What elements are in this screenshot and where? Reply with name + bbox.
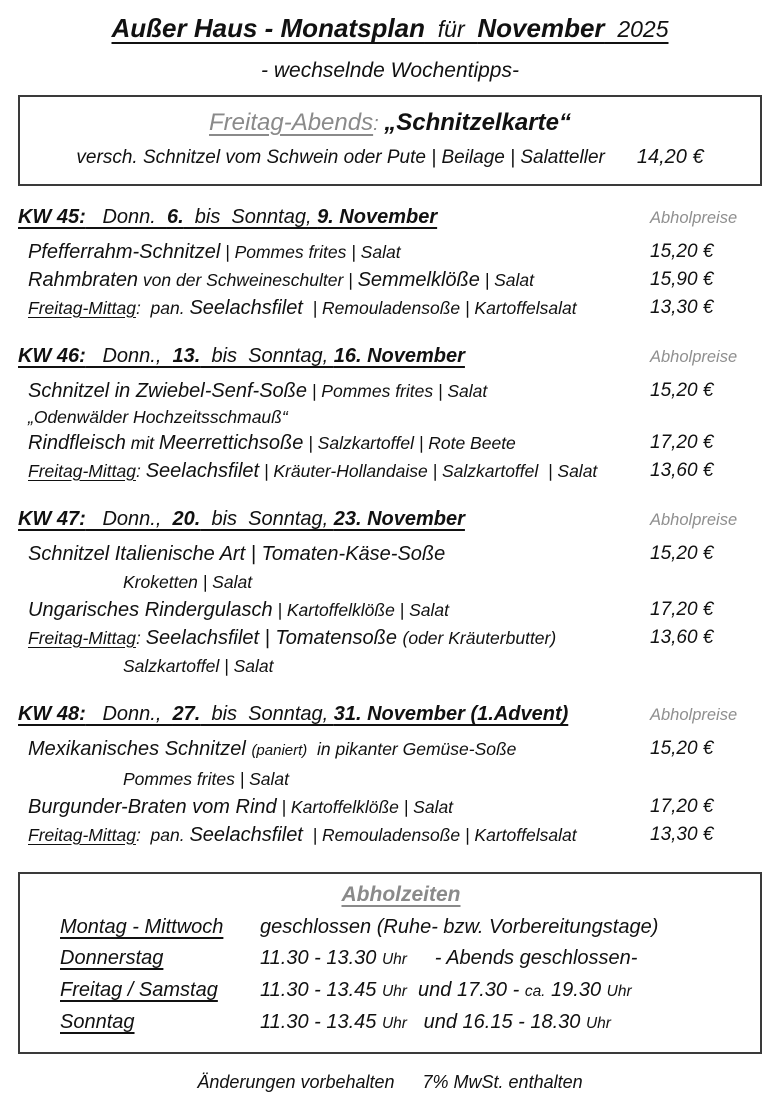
- text-segment: | Pommes frites | Salat: [220, 242, 401, 262]
- page-title: [18, 12, 762, 45]
- menu-item: [18, 294, 762, 322]
- text-segment: Kroketten | Salat: [123, 572, 253, 592]
- menu-item-line: [28, 266, 650, 294]
- text-segment: Uhr: [585, 1015, 611, 1032]
- text-segment: 13.: [172, 345, 201, 367]
- menu-item-line: [28, 377, 650, 405]
- text-segment: Ungarisches Rindergulasch: [28, 599, 273, 621]
- menu-item-line: [28, 735, 650, 765]
- text-segment: 6.: [166, 206, 184, 228]
- text-segment: 20.: [172, 508, 201, 530]
- menu-item-line: [28, 652, 650, 680]
- text-segment: : pan.: [135, 298, 190, 318]
- text-segment: Freitag-Mittag: [28, 461, 136, 481]
- menu-item-price: 17,20 €: [650, 599, 714, 620]
- pickup-day-label: Donnerstag: [60, 947, 164, 969]
- menu-item: [18, 821, 762, 849]
- text-segment: 27.: [172, 703, 201, 725]
- text-segment: bis Sonntag,: [200, 345, 334, 367]
- text-segment: - Abends geschlossen-: [406, 947, 638, 969]
- text-segment: Freitag-Mittag: [28, 628, 136, 648]
- menu-item-text: [28, 429, 650, 457]
- menu-item-price: 13,30 €: [650, 297, 714, 318]
- pickup-times-box: [18, 872, 762, 1054]
- text-segment: Donn.: [85, 206, 167, 228]
- text-segment: Freitag-Mittag: [28, 825, 136, 845]
- friday-special-separator: :: [373, 113, 385, 135]
- menu-item-price: 13,60 €: [650, 460, 714, 481]
- text-segment: Uhr: [381, 1015, 407, 1032]
- text-segment: Uhr: [606, 983, 632, 1000]
- text-segment: | Pommes frites | Salat: [307, 381, 488, 401]
- menu-item-line: [28, 624, 650, 652]
- text-segment: bis Sonntag,: [200, 508, 334, 530]
- friday-special-detail: [32, 143, 748, 173]
- menu-item-line: [28, 540, 650, 568]
- week-header: [18, 345, 650, 368]
- pickup-times-rows: [60, 912, 742, 1039]
- text-segment: 11.30 - 13.45: [260, 1011, 382, 1033]
- menu-item-line: [28, 429, 650, 457]
- menu-item-price: 17,20 €: [650, 796, 714, 817]
- menu-item-price: 13,30 €: [650, 824, 714, 845]
- text-segment: : pan.: [135, 825, 190, 845]
- menu-item-line: [28, 405, 650, 429]
- text-segment: 31. November (1.Advent): [333, 703, 569, 725]
- week-header-row: [18, 703, 762, 726]
- menu-item-text: [28, 377, 650, 405]
- text-segment: von der Schweineschulter |: [138, 270, 358, 290]
- text-segment: mit: [125, 433, 159, 453]
- friday-special-description: versch. Schnitzel vom Schwein oder Pute | Beilage | Salatteller: [76, 147, 605, 168]
- text-segment: Uhr: [381, 951, 407, 968]
- text-segment: 23. November: [333, 508, 465, 530]
- menu-item-price: 15,20 €: [650, 738, 714, 759]
- text-segment: 9. November: [317, 206, 438, 228]
- menu-item: [18, 540, 762, 596]
- menu-item-text: [28, 793, 650, 821]
- text-segment: Freitag-Mittag: [28, 298, 136, 318]
- text-segment: :: [135, 628, 146, 648]
- menu-item: [18, 377, 762, 405]
- text-segment: (oder Kräuterbutter): [402, 628, 557, 648]
- text-segment: | Kartoffelklöße | Salat: [276, 797, 454, 817]
- text-segment: Rindfleisch: [28, 432, 126, 454]
- menu-item-line: [28, 568, 650, 596]
- week-section-1: [18, 206, 762, 322]
- pickup-row: [60, 1007, 742, 1039]
- footer-note: [18, 1069, 762, 1095]
- text-segment: | Salzkartoffel | Rote Beete: [303, 433, 516, 453]
- week-header: [18, 703, 650, 726]
- week-header: [18, 206, 650, 229]
- text-segment: geschlossen (Ruhe- bzw. Vorbereitungstage): [260, 916, 659, 938]
- week-section-2: [18, 345, 762, 485]
- text-segment: | Remouladensoße | Kartoffelsalat: [302, 298, 577, 318]
- text-segment: | Remouladensoße | Kartoffelsalat: [302, 825, 577, 845]
- menu-item-line: [28, 821, 650, 849]
- text-segment: November: [477, 13, 605, 43]
- text-segment: und 17.30 -: [406, 979, 525, 1001]
- menu-item-text: [28, 596, 650, 624]
- text-segment: | Salat: [479, 270, 535, 290]
- text-segment: 19.30: [545, 979, 607, 1001]
- pickup-time-value: [260, 912, 742, 943]
- menu-item-price: 15,20 €: [650, 241, 714, 262]
- menu-item-price: 15,20 €: [650, 380, 714, 401]
- text-segment: „Odenwälder Hochzeitsschmauß“: [28, 407, 288, 427]
- menu-item-text: [28, 266, 650, 294]
- text-segment: Pfefferrahm-Schnitzel: [28, 241, 221, 263]
- text-segment: Uhr: [381, 983, 407, 1000]
- text-segment: 16. November: [333, 345, 465, 367]
- text-segment: Mexikanisches Schnitzel: [28, 738, 252, 760]
- text-segment: 11.30 - 13.45: [260, 979, 382, 1001]
- menu-item-line: [28, 793, 650, 821]
- text-segment: Burgunder-Braten vom Rind: [28, 796, 277, 818]
- page-subtitle: - wechselnde Wochentipps-: [261, 59, 519, 82]
- pickup-time-value: [260, 943, 742, 975]
- menu-item-text: [28, 540, 650, 596]
- menu-item: [18, 457, 762, 485]
- friday-special-box: [18, 95, 762, 186]
- friday-special-heading: [32, 106, 748, 143]
- text-segment: Schnitzel in Zwiebel-Senf-Soße: [28, 380, 308, 402]
- text-segment: Donn.,: [85, 508, 173, 530]
- footer-note-changes: Änderungen vorbehalten: [197, 1072, 395, 1092]
- friday-special-name: „Schnitzelkarte“: [384, 109, 571, 136]
- week-header-row: [18, 345, 762, 368]
- text-segment: Donn.,: [85, 703, 173, 725]
- text-segment: Salzkartoffel | Salat: [123, 656, 274, 676]
- price-column-label: Abholpreise: [650, 209, 738, 227]
- text-segment: Außer Haus - Monatsplan: [111, 13, 425, 43]
- menu-item-text: [28, 457, 650, 485]
- week-section-4: [18, 703, 762, 849]
- menu-item-line: [28, 238, 650, 266]
- menu-item-price: 17,20 €: [650, 432, 714, 453]
- menu-item-price: 15,20 €: [650, 543, 714, 564]
- text-segment: Pommes frites | Salat: [123, 769, 289, 789]
- text-segment: Meerrettichsoße: [158, 432, 304, 454]
- text-segment: | Kartoffelklöße | Salat: [272, 600, 449, 620]
- menu-item-price: 15,90 €: [650, 269, 714, 290]
- price-column-label: Abholpreise: [650, 706, 738, 724]
- friday-special-label: Freitag-Abends: [209, 109, 374, 136]
- text-segment: | Kräuter-Hollandaise | Salzkartoffel | Salat: [259, 461, 598, 481]
- text-segment: und 16.15 - 18.30: [406, 1011, 586, 1033]
- week-header-row: [18, 508, 762, 531]
- text-segment: Seelachsfilet | Tomatensoße: [145, 627, 403, 649]
- menu-item: [18, 624, 762, 680]
- menu-item-text: [28, 821, 650, 849]
- pickup-day-label: Sonntag: [60, 1011, 135, 1033]
- friday-special-price: 14,20 €: [636, 146, 704, 168]
- week-sections: [18, 206, 762, 849]
- menu-item: [18, 793, 762, 821]
- text-segment: KW 45:: [18, 206, 86, 228]
- menu-item-text: [28, 405, 650, 429]
- week-section-3: [18, 508, 762, 680]
- menu-item-text: [28, 735, 650, 793]
- text-segment: Semmelklöße: [357, 269, 480, 291]
- text-segment: 11.30 - 13.30: [260, 947, 382, 969]
- pickup-time-value: [260, 975, 742, 1007]
- menu-item-text: [28, 624, 650, 680]
- menu-item-line: [28, 457, 650, 485]
- pickup-times-title: Abholzeiten: [341, 883, 461, 906]
- text-segment: Seelachsfilet: [189, 824, 303, 846]
- pickup-time-value: [260, 1007, 742, 1039]
- menu-item-line: [28, 294, 650, 322]
- pickup-day-label: Freitag / Samstag: [60, 979, 218, 1001]
- text-segment: Seelachsfilet: [145, 460, 260, 482]
- price-column-label: Abholpreise: [650, 511, 738, 529]
- text-segment: Seelachsfilet: [189, 297, 303, 319]
- text-segment: 2025: [604, 16, 669, 42]
- menu-item: [18, 735, 762, 793]
- menu-item-price: 13,60 €: [650, 627, 714, 648]
- text-segment: KW 47:: [18, 508, 86, 530]
- text-segment: Schnitzel Italienische Art | Tomaten-Käse-Soße: [28, 543, 446, 565]
- price-column-label: Abholpreise: [650, 348, 738, 366]
- text-segment: bis Sonntag,: [183, 206, 318, 228]
- footer-note-vat: 7% MwSt. enthalten: [422, 1072, 583, 1092]
- text-segment: KW 46:: [18, 345, 86, 367]
- text-segment: Rahmbraten: [28, 269, 139, 291]
- menu-item: [18, 405, 762, 429]
- menu-item: [18, 596, 762, 624]
- text-segment: in pikanter Gemüse-Soße: [307, 739, 517, 759]
- text-segment: für: [424, 16, 478, 42]
- week-header-row: [18, 206, 762, 229]
- text-segment: :: [135, 461, 146, 481]
- text-segment: ca.: [524, 983, 546, 1000]
- text-segment: KW 48:: [18, 703, 86, 725]
- pickup-row: [60, 975, 742, 1007]
- menu-item-line: [28, 765, 650, 793]
- text-segment: Donn.,: [85, 345, 173, 367]
- text-segment: bis Sonntag,: [200, 703, 334, 725]
- pickup-row: [60, 912, 742, 943]
- pickup-row: [60, 943, 742, 975]
- menu-item: [18, 238, 762, 266]
- text-segment: (paniert): [251, 742, 308, 759]
- menu-item-text: [28, 294, 650, 322]
- week-header: [18, 508, 650, 531]
- pickup-day-label: Montag - Mittwoch: [60, 916, 224, 938]
- menu-item: [18, 266, 762, 294]
- menu-item-line: [28, 596, 650, 624]
- menu-item-text: [28, 238, 650, 266]
- menu-item: [18, 429, 762, 457]
